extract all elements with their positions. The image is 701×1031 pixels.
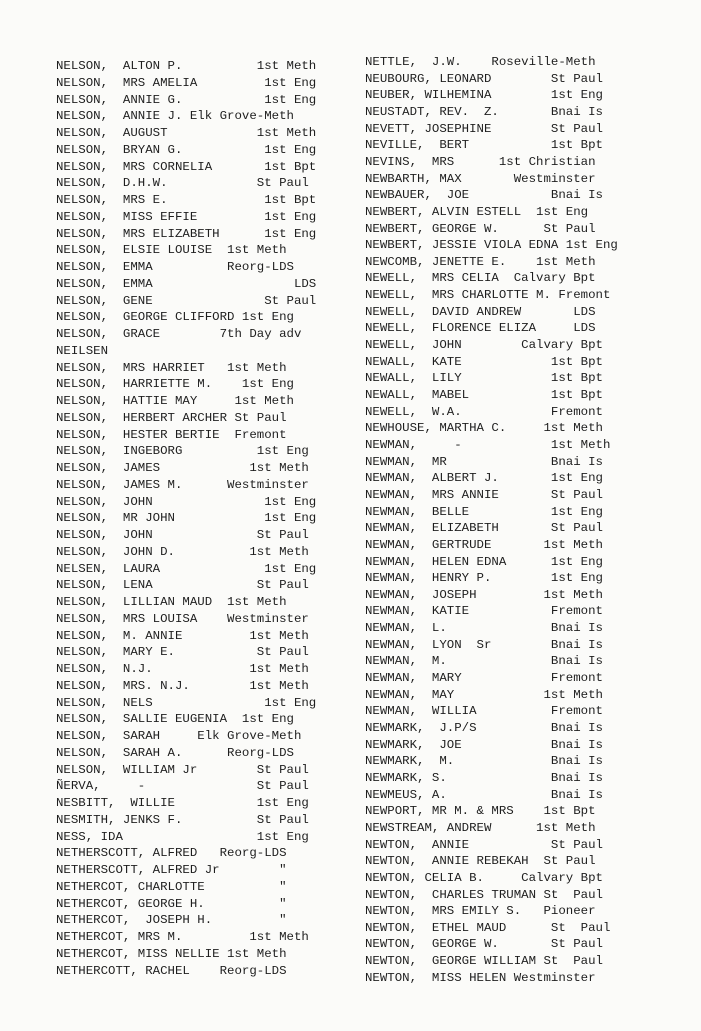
directory-entry: NELSON, GENE St Paul — [56, 293, 317, 308]
directory-entry: NEWTON, CHARLES TRUMAN St Paul — [365, 887, 603, 902]
directory-entry: NELSON, HERBERT ARCHER St Paul — [56, 410, 287, 425]
directory-entry: NETHERCOT, MRS M. 1st Meth — [56, 930, 309, 944]
directory-entry: NEWELL, DAVID ANDREW LDS — [365, 304, 596, 319]
directory-entry: NEUBOURG, LEONARD St Paul — [365, 71, 603, 86]
directory-entry: NESMITH, JENKS F. St Paul — [56, 812, 309, 827]
directory-entry: NEWMARK, J.P/S Bnai Is — [365, 721, 603, 735]
directory-entry: NEWELL, FLORENCE ELIZA LDS — [365, 321, 596, 336]
directory-entry: NELSON, WILLIAM Jr St Paul — [56, 762, 309, 777]
directory-entry: NEWMAN, LYON Sr Bnai Is — [365, 637, 603, 652]
directory-entry: NELSON, MARY E. St Paul — [56, 645, 309, 660]
directory-entry: NELSON, GRACE 7th Day adv — [56, 327, 302, 341]
directory-entry: NELSON, ELSIE LOUISE 1st Meth — [56, 243, 287, 258]
directory-entry: NELSON, MRS. N.J. 1st Meth — [56, 678, 309, 693]
directory-entry: NEWTON, ANNIE St Paul — [365, 837, 603, 852]
directory-entry: NEWPORT, MR M. & MRS 1st Bpt — [365, 804, 596, 819]
directory-entry: NELSON, ANNIE J. Elk Grove-Meth — [56, 109, 294, 124]
directory-entry: NELSON, D.H.W. St Paul — [56, 176, 309, 191]
directory-entry: NEVINS, MRS 1st Christian — [365, 154, 596, 169]
directory-entry: NELSEN, LAURA 1st Eng — [56, 561, 317, 576]
directory-entry: NELSON, MRS HARRIET 1st Meth — [56, 360, 287, 375]
directory-entry: NEWSTREAM, ANDREW 1st Meth — [365, 820, 596, 835]
directory-entry: NETHERCOT, GEORGE H. " — [56, 896, 287, 911]
directory-entry: NEWHOUSE, MARTHA C. 1st Meth — [365, 421, 603, 436]
directory-entry: NELSON, EMMA LDS — [56, 276, 317, 291]
directory-entry: NEWMAN, GERTRUDE 1st Meth — [365, 537, 603, 552]
directory-entry: NEWTON, CELIA B. Calvary Bpt — [365, 870, 603, 885]
directory-entry: NEVILLE, BERT 1st Bpt — [365, 138, 603, 153]
directory-entry: NESBITT, WILLIE 1st Eng — [56, 796, 309, 810]
directory-entry: NEWMAN, KATIE Fremont — [365, 604, 603, 619]
directory-entry: NEWMAN, M. Bnai Is — [365, 654, 603, 669]
directory-entry: NELSON, MRS ELIZABETH 1st Eng — [56, 226, 317, 241]
directory-entry: NETTLE, J.W. Roseville-Meth — [365, 55, 596, 69]
directory-entry: NEWMAN, L. Bnai Is — [365, 621, 603, 636]
directory-entry: NELSON, SALLIE EUGENIA 1st Eng — [56, 712, 294, 727]
directory-entry: NEWMARK, S. Bnai Is — [365, 770, 603, 785]
directory-entry: NETHERCOTT, RACHEL Reorg-LDS — [56, 963, 287, 978]
directory-entry: NEWELL, JOHN Calvary Bpt — [365, 338, 603, 353]
directory-entry: NELSON, MR JOHN 1st Eng — [56, 511, 317, 526]
directory-entry: NEWMAN, HELEN EDNA 1st Eng — [365, 554, 603, 569]
directory-entry: NEUBER, WILHEMINA 1st Eng — [365, 88, 603, 103]
directory-entry: NELSON, GEORGE CLIFFORD 1st Eng — [56, 310, 294, 325]
directory-entry: NETHERCOT, JOSEPH H. " — [56, 913, 287, 928]
directory-entry: NEUSTADT, REV. Z. Bnai Is — [365, 104, 603, 119]
directory-entry: NEWMAN, BELLE 1st Eng — [365, 504, 603, 519]
directory-entry: NEWCOMB, JENETTE E. 1st Meth — [365, 254, 596, 269]
directory-entry: NEWMAN, MRS ANNIE St Paul — [365, 487, 603, 502]
directory-entry: NEWMAN, ALBERT J. 1st Eng — [365, 471, 603, 486]
directory-entry: NELSON, JOHN St Paul — [56, 528, 309, 542]
directory-entry: NELSON, JAMES M. Westminster — [56, 477, 309, 492]
directory-entry: NEWTON, ETHEL MAUD St Paul — [365, 920, 611, 935]
directory-entry: NELSON, INGEBORG 1st Eng — [56, 444, 309, 459]
directory-entry: NEWELL, W.A. Fremont — [365, 404, 603, 419]
directory-entry: NEVETT, JOSEPHINE St Paul — [365, 121, 603, 136]
directory-entry: NETHERSCOTT, ALFRED Jr " — [56, 863, 287, 877]
directory-entry: NELSON, LENA St Paul — [56, 578, 309, 593]
directory-entry: NELSON, LILLIAN MAUD 1st Meth — [56, 595, 287, 609]
directory-entry: ÑERVA, - St Paul — [56, 779, 309, 794]
directory-entry: NESS, IDA 1st Eng — [56, 829, 309, 844]
directory-entry: NETHERCOT, CHARLOTTE " — [56, 879, 287, 894]
directory-entry: NEWTON, ANNIE REBEKAH St Paul — [365, 854, 596, 869]
directory-entry: NEWMAN, ELIZABETH St Paul — [365, 521, 603, 536]
directory-entry: NELSON, BRYAN G. 1st Eng — [56, 142, 317, 157]
directory-entry: NEWTON, MRS EMILY S. Pioneer — [365, 904, 596, 919]
directory-entry: NELSON, HESTER BERTIE Fremont — [56, 427, 287, 442]
directory-entry: NELSON, JOHN D. 1st Meth — [56, 544, 309, 559]
directory-entry: NEWMAN, MARY Fremont — [365, 671, 603, 686]
directory-entry: NELSON, SARAH A. Reorg-LDS — [56, 745, 294, 760]
directory-entry: NELSON, MRS AMELIA 1st Eng — [56, 75, 317, 90]
directory-entry: NEWMARK, M. Bnai Is — [365, 754, 603, 769]
directory-entry: NELSON, HATTIE MAY 1st Meth — [56, 394, 294, 408]
directory-entry: NEWALL, LILY 1st Bpt — [365, 371, 603, 386]
directory-entry: NELSON, NELS 1st Eng — [56, 695, 317, 710]
directory-entry: NETHERSCOTT, ALFRED Reorg-LDS — [56, 846, 287, 861]
directory-entry: NEWMAN, - 1st Meth — [365, 437, 611, 452]
directory-entry: NEILSEN — [56, 343, 109, 358]
directory-entry: NEWMEUS, A. Bnai Is — [365, 787, 603, 802]
directory-entry: NELSON, EMMA Reorg-LDS — [56, 260, 294, 274]
directory-entry: NEWALL, KATE 1st Bpt — [365, 354, 603, 369]
directory-entry: NELSON, MISS EFFIE 1st Eng — [56, 209, 317, 224]
directory-entry: NEWMAN, MAY 1st Meth — [365, 687, 603, 702]
directory-entry: NEWTON, GEORGE WILLIAM St Paul — [365, 954, 603, 969]
directory-entry: NETHERCOT, MISS NELLIE 1st Meth — [56, 946, 287, 961]
directory-entry: NEWMAN, JOSEPH 1st Meth — [365, 587, 603, 602]
directory-entry: NEWMAN, WILLIA Fremont — [365, 704, 603, 719]
directory-entry: NEWBERT, GEORGE W. St Paul — [365, 221, 596, 236]
directory-entry: NELSON, SARAH Elk Grove-Meth — [56, 729, 302, 743]
directory-entry: NELSON, MRS E. 1st Bpt — [56, 193, 317, 207]
directory-entry: NEWTON, GEORGE W. St Paul — [365, 937, 603, 952]
directory-entry: NEWBARTH, MAX Westminster — [365, 171, 596, 186]
directory-entry: NELSON, MRS CORNELIA 1st Bpt — [56, 159, 317, 174]
directory-entry: NEWBAUER, JOE Bnai Is — [365, 188, 603, 203]
directory-entry: NELSON, M. ANNIE 1st Meth — [56, 628, 309, 643]
directory-entry: NEWBERT, ALVIN ESTELL 1st Eng — [365, 204, 589, 219]
directory-entry: NEWELL, MRS CELIA Calvary Bpt — [365, 271, 596, 286]
directory-entry: NELSON, N.J. 1st Meth — [56, 662, 309, 676]
directory-entry: NEWTON, MISS HELEN Westminster — [365, 970, 596, 985]
directory-entry: NELSON, ALTON P. 1st Meth — [56, 59, 317, 73]
directory-entry: NEWMAN, MR Bnai Is — [365, 454, 603, 469]
directory-entry: NELSON, MRS LOUISA Westminster — [56, 611, 309, 626]
directory-entry: NELSON, JAMES 1st Meth — [56, 461, 309, 475]
directory-entry: NEWMARK, JOE Bnai Is — [365, 737, 603, 752]
directory-entry: NELSON, JOHN 1st Eng — [56, 494, 317, 509]
directory-entry: NELSON, AUGUST 1st Meth — [56, 126, 317, 140]
directory-entry: NEWELL, MRS CHARLOTTE M. Fremont — [365, 288, 611, 303]
directory-entry: NELSON, HARRIETTE M. 1st Eng — [56, 377, 294, 392]
directory-entry: NEWALL, MABEL 1st Bpt — [365, 388, 603, 402]
directory-entry: NEWMAN, HENRY P. 1st Eng — [365, 571, 603, 586]
directory-entry: NELSON, ANNIE G. 1st Eng — [56, 92, 317, 107]
directory-entry: NEWBERT, JESSIE VIOLA EDNA 1st Eng — [365, 238, 618, 253]
